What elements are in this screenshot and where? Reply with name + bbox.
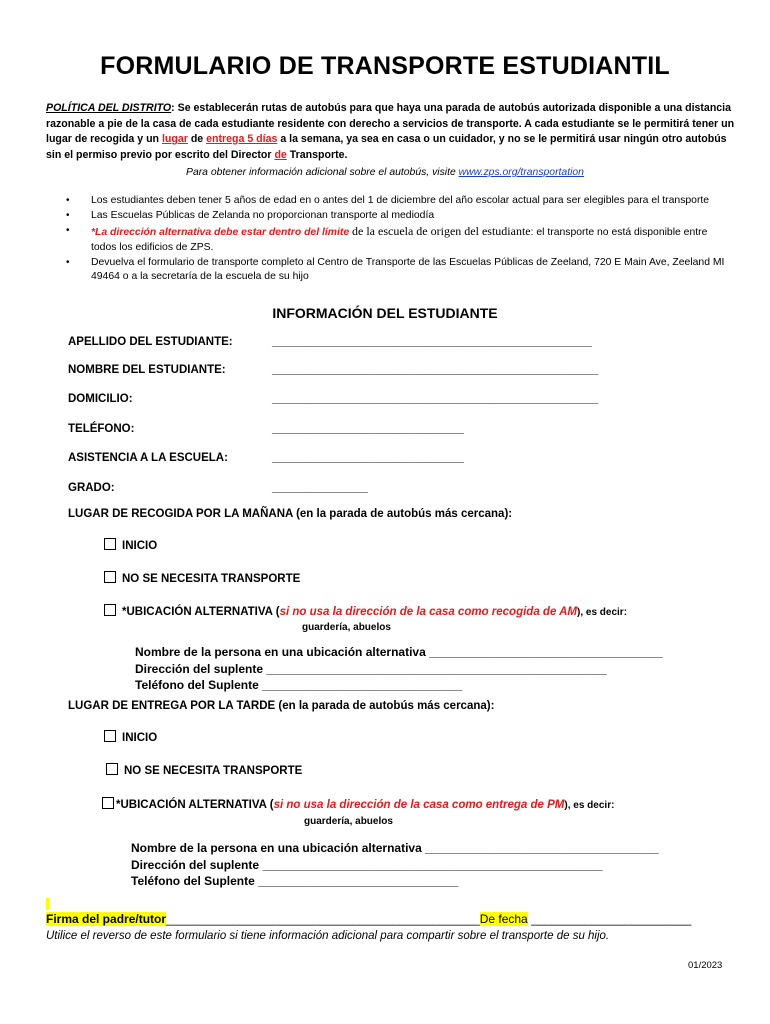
info-text: Para obtener información adicional sobre el autobús, visite: [186, 167, 459, 178]
date-label: De fecha: [479, 912, 528, 926]
policy-red-1: lugar: [161, 133, 188, 145]
am-alt-label: *UBICACIÓN ALTERNATIVA (: [122, 606, 280, 618]
reverse-note: Utilice el reverso de este formulario si tiene información adicional para compartir sobre el transporte de su hijo.: [46, 930, 610, 942]
am-no-transport-checkbox[interactable]: [104, 571, 116, 583]
list-item: • Las Escuelas Públicas de Zelanda no proporcionan transporte al mediodía: [66, 209, 726, 224]
am-home-option[interactable]: [104, 538, 157, 552]
school-field[interactable]: [68, 452, 464, 464]
district-policy: [46, 101, 736, 163]
am-alt-end: ), es decir:: [577, 607, 628, 618]
pm-alt-option[interactable]: [102, 797, 614, 811]
pm-home-option[interactable]: [104, 730, 157, 744]
pm-alt-examples: guardería, abuelos: [304, 816, 393, 827]
pm-alt-label: *UBICACIÓN ALTERNATIVA (: [116, 799, 274, 811]
am-alt-option[interactable]: [104, 604, 627, 618]
phone-line[interactable]: ______________________________: [272, 423, 464, 435]
pm-home-label: INICIO: [122, 732, 158, 744]
form-title: FORMULARIO DE TRANSPORTE ESTUDIANTIL: [100, 52, 670, 80]
name-field[interactable]: [68, 364, 598, 376]
policy-red-3: de: [274, 148, 287, 161]
address-label: DOMICILIO:: [68, 393, 133, 405]
grade-field[interactable]: [68, 482, 368, 494]
signature-row: [46, 912, 691, 926]
policy-text-1: : Se establecerán rutas de autobús para que haya una parada de autobús autorizada disponible a una distancia razonable a pie de la casa de cada estudiante residente con derecho a servicios de transporte. A cada estudiante se le permitirá tener un lugar de recogida y un: [46, 102, 735, 145]
address-line[interactable]: ___________________________________________________: [272, 393, 599, 405]
transportation-link[interactable]: www.zps.org/transportation: [458, 167, 584, 178]
pm-no-transport-checkbox[interactable]: [106, 763, 118, 775]
signature-label: Firma del padre/tutor: [46, 912, 167, 926]
date-line[interactable]: ________________________: [527, 912, 692, 926]
alt-address-rest: : el transporte no está disponible entre todos los edificios de ZPS.: [91, 227, 708, 253]
am-home-checkbox[interactable]: [104, 538, 116, 550]
phone-field[interactable]: [68, 423, 464, 435]
am-pickup-heading: LUGAR DE RECOGIDA POR LA MAÑANA (en la parada de autobús más cercana):: [68, 508, 513, 520]
am-alt-address-field[interactable]: Dirección del suplente ___________________________________________________: [135, 661, 607, 676]
pm-home-checkbox[interactable]: [104, 730, 116, 742]
policy-text-2: de: [187, 133, 207, 145]
name-label: NOMBRE DEL ESTUDIANTE:: [68, 364, 226, 376]
am-alt-phone-field[interactable]: Teléfono del Suplente ______________________________: [135, 678, 463, 692]
alt-address-serif: de la escuela de origen del estudiante: [352, 224, 531, 238]
pm-no-transport-label: NO SE NECESITA TRANSPORTE: [124, 765, 303, 777]
list-item: • Devuelva el formulario de transporte completo al Centro de Transporte de las Escuelas Públicas de Zeeland, 720 E Main Ave, Zeeland MI 49464 o a la secretaría de la escuela de su hijo: [66, 256, 726, 285]
surname-field[interactable]: [68, 336, 592, 348]
am-alt-examples: guardería, abuelos: [302, 622, 391, 633]
grade-label: GRADO:: [68, 482, 115, 494]
grade-line[interactable]: _______________: [272, 482, 368, 494]
form-version: 01/2023: [688, 960, 723, 971]
info-line: [0, 167, 770, 178]
name-line[interactable]: ___________________________________________________: [272, 364, 599, 376]
highlight-mark: [46, 898, 49, 910]
am-no-transport-option[interactable]: [104, 571, 300, 585]
alt-address-note: *La dirección alternativa debe estar dentro del límite: [91, 227, 353, 238]
list-item: • Los estudiantes deben tener 5 años de edad en o antes del 1 de diciembre del año escolar actual para ser elegibles para el transporte: [66, 194, 726, 209]
surname-label: APELLIDO DEL ESTUDIANTE:: [68, 336, 233, 348]
pm-alt-name-field[interactable]: Nombre de la persona en una ubicación alternativa ___________________________________: [131, 841, 659, 855]
pm-alt-note: si no usa la dirección de la casa como entrega de PM: [273, 799, 565, 811]
surname-line[interactable]: __________________________________________________: [272, 336, 592, 348]
am-alt-checkbox[interactable]: [104, 604, 116, 616]
pm-dropoff-heading: LUGAR DE ENTREGA POR LA TARDE (en la parada de autobús más cercana):: [68, 700, 495, 712]
am-alt-name-field[interactable]: Nombre de la persona en una ubicación alternativa ___________________________________: [135, 645, 663, 659]
pm-no-transport-option[interactable]: [106, 763, 302, 777]
pm-alt-phone-field[interactable]: Teléfono del Suplente ______________________________: [131, 874, 459, 888]
policy-text-3: a la semana, ya sea en casa o un cuidador, y no se le permitirá usar ningún otro autobús sin el permiso previo por escrito del Director: [46, 133, 727, 161]
pm-alt-end: ), es decir:: [564, 800, 615, 811]
signature-line[interactable]: _______________________________________________: [166, 912, 480, 926]
policy-lead: POLÍTICA DEL DISTRITO: [46, 102, 172, 114]
policy-text-4: Transporte.: [286, 148, 348, 161]
policy-red-2: entrega 5 días: [206, 133, 278, 145]
pm-alt-details: [131, 840, 659, 890]
pm-alt-address-field[interactable]: Dirección del suplente ___________________________________________________: [131, 857, 603, 872]
requirements-list: [66, 194, 726, 285]
am-no-transport-label: NO SE NECESITA TRANSPORTE: [122, 573, 301, 585]
pm-alt-checkbox[interactable]: [102, 797, 114, 809]
school-label: ASISTENCIA A LA ESCUELA:: [68, 452, 228, 464]
am-alt-note: si no usa la dirección de la casa como recogida de AM: [279, 606, 577, 618]
am-home-label: INICIO: [122, 540, 158, 552]
am-alt-details: [135, 644, 663, 694]
list-item: [66, 224, 726, 255]
phone-label: TELÉFONO:: [68, 423, 135, 435]
school-line[interactable]: ______________________________: [272, 452, 464, 464]
address-field[interactable]: [68, 393, 598, 405]
student-info-heading: INFORMACIÓN DEL ESTUDIANTE: [272, 305, 498, 321]
